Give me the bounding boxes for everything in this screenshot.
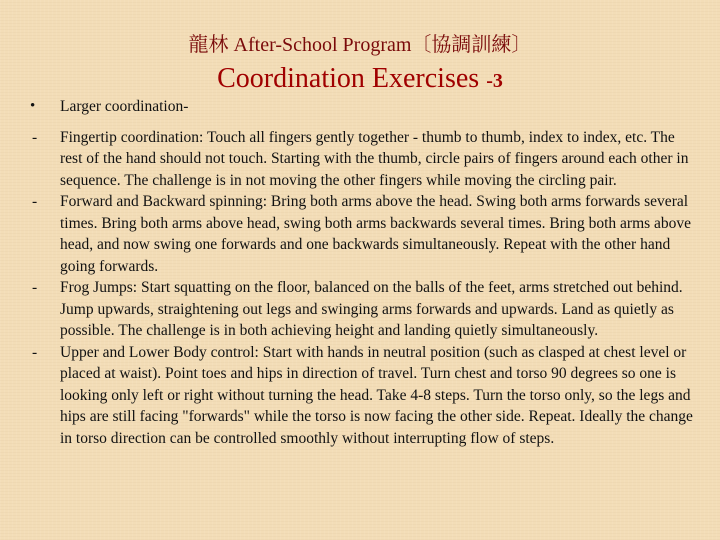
list-item-text: Fingertip coordination: Touch all fingers gently together - thumb to thumb, index to index, etc. The rest of the hand should not touch. Starting with the thumb, circle pairs of fingers around each other in sequence. The challenge is in not moving the other fingers while moving the circling pair. xyxy=(60,128,689,189)
list-item-text: Forward and Backward spinning: Bring both arms above the head. Swing both arms forwards several times. Bring both arms above head, swing both arms backwards several times. Bring both arms above head, and now swing one forwards and one backwards simultaneously. Repeat with the other hand going forwards. xyxy=(60,193,692,275)
dash-marker: - xyxy=(32,128,38,146)
list-item xyxy=(30,342,696,450)
section-heading-text: Larger coordination- xyxy=(60,98,189,115)
list-item-text: Frog Jumps: Start squatting on the floor, balanced on the balls of the feet, arms stretched out behind. Jump upwards, straightening out legs and swinging arms forwards and upwards. Land as quietly as possible. The challenge is in both achieving height and landing quietly simultaneously. xyxy=(60,279,683,339)
dash-marker: - xyxy=(32,193,38,210)
dash-marker: - xyxy=(32,343,38,361)
list-item xyxy=(30,127,696,192)
section-heading xyxy=(30,96,696,118)
content-body xyxy=(30,96,696,449)
list-item-text: Upper and Lower Body control: Start with hands in neutral position (such as clasped at chest level or placed at waist). Point toes and hips in direction of travel. Turn chest and torso 90 degrees so one is looking only left or right without turning the head. Take 4-8 steps. Turn the torso only, so the legs and hips are still facing "forwards" while the torso is now facing the other side. Repeat. Ideally the change in torso direction can be controlled smoothly without interrupting flow of steps. xyxy=(60,343,693,447)
bullet-marker: • xyxy=(30,98,36,114)
program-subtitle: 龍林 After-School Program〔協調訓練〕 xyxy=(188,34,532,56)
list-item xyxy=(30,191,696,277)
title-number: -3 xyxy=(486,70,503,92)
dash-marker: - xyxy=(32,279,38,296)
title-text: Coordination Exercises xyxy=(217,63,487,94)
exercise-list xyxy=(30,127,696,450)
page-title xyxy=(0,59,720,101)
list-item xyxy=(30,277,696,342)
